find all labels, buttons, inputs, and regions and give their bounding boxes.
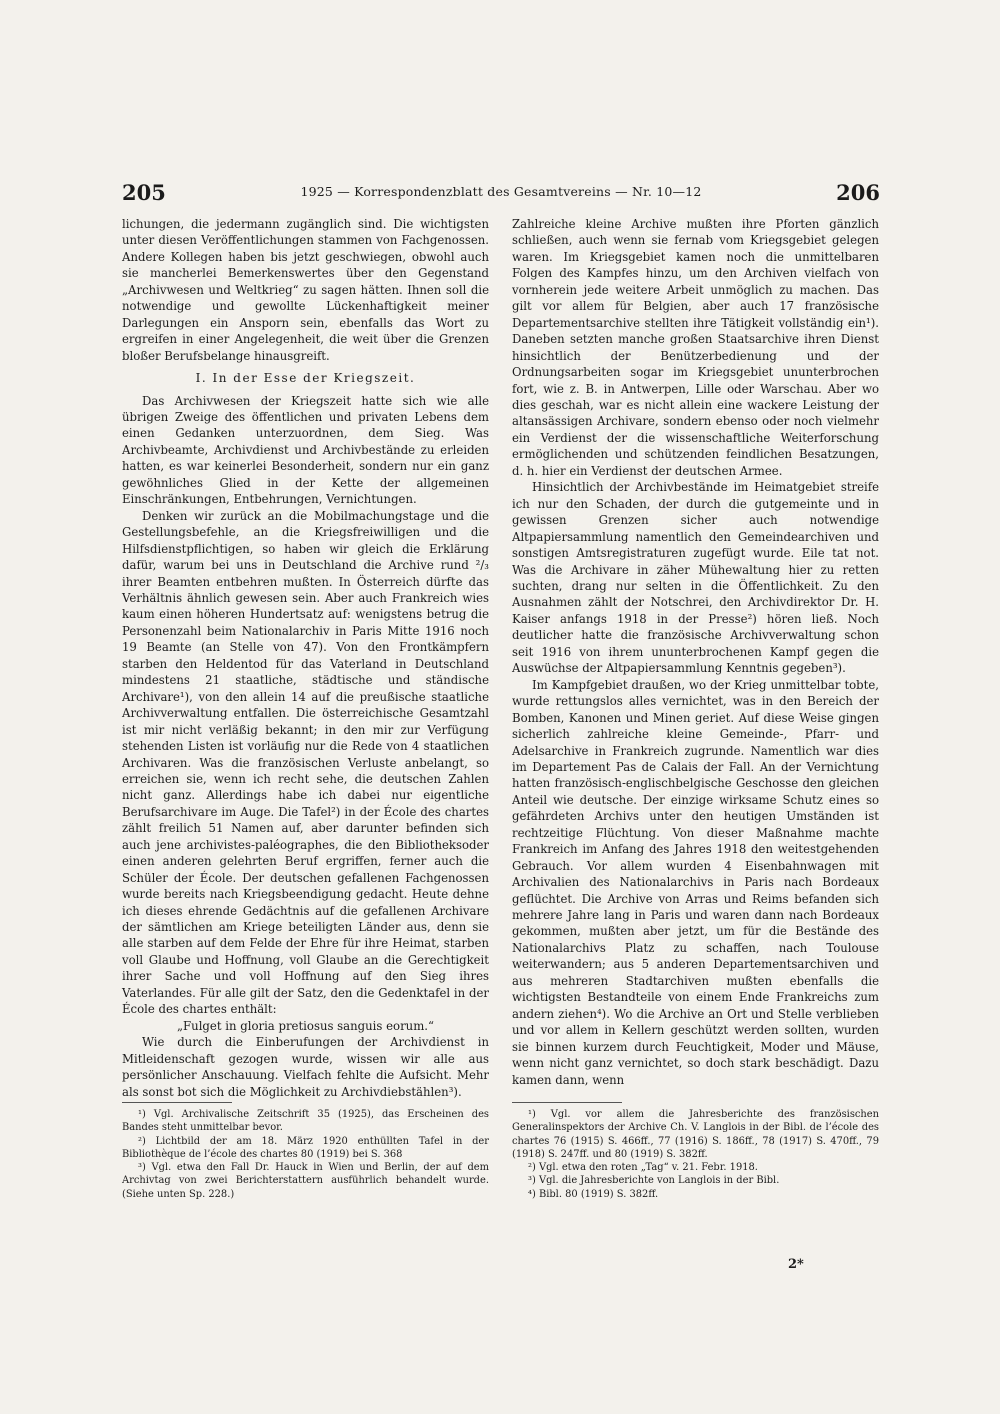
footnote: ³) Vgl. etwa den Fall Dr. Hauck in Wien und Berlin, der auf dem Archivtag von zwei Berichterstattern ausführlich behandelt wurde. (Siehe unten Sp. 228.)	[122, 1162, 489, 1200]
paragraph: Im Kampfgebiet draußen, wo der Krieg unmittelbar tobte, wurde rettungslos alles vernichtet, was in den Bereich der Bomben, Kanonen und Minen geriet. Auf diese Weise gingen sicherlich zahlreiche kleine Gemeinde-, Pfarr- und Adelsarchive in Frankreich zugrunde. Namentlich war dies im Departement Pas de Calais der Fall. An der Vernichtung hatten französisch-englischbelgische Geschosse den gleichen Anteil wie deutsche. Der einzige wirksame Schutz eines so gefährdeten Archivs unter den heutigen Umständen ist rechtzeitige Flüchtung. Von dieser Maßnahme machte Frankreich im Anfang des Jahres 1918 den weitestgehenden Gebrauch. Vor allem wurden 4 Eisenbahnwagen mit Archivalien des Nationalarchivs in Paris nach Bordeaux geflüchtet. Die Archive von Arras und Reims befanden sich mehrere Jahre lang in Paris und waren dann nach Bordeaux gekommen, mußten aber jetzt, um für die Bestände des Nationalarchivs Platz zu schaffen, nach Toulouse weiterwandern; aus 5 anderen Departementsarchiven und aus mehreren Stadtarchiven mußten ebenfalls die wichtigsten Bestandteile von einem Ende Frankreichs zum andern ziehen⁴). Wo die Archive an Ort und Stelle verblieben und vor allem in Kellern geschützt werden sollten, wurden sie binnen kurzem durch Feuchtigkeit, Moder und Mäuse, wenn nicht ganz vernichtet, so doch stark beschädigt. Dazu kamen dann, wenn	[512, 677, 879, 1087]
footnote: ¹) Vgl. vor allem die Jahresberichte des französischen Generalinspektors der Archive Ch. V. Langlois in der Bibl. de l’école des chartes 76 (1915) S. 466ff., 77 (1916) S. 186ff., 78 (1917) S. 470ff., 79 (1918) S. 247ff. und 80 (1919) S. 382ff.	[512, 1109, 879, 1160]
footnote: ²) Lichtbild der am 18. März 1920 enthüllten Tafel in der Bibliothèque de l’école des chartes 80 (1919) bei S. 368	[122, 1135, 489, 1160]
running-title: 1925 — Korrespondenzblatt des Gesamtvereins — Nr. 10—12	[300, 184, 702, 199]
right-column	[512, 216, 879, 1088]
paragraph: Zahlreiche kleine Archive mußten ihre Pforten gänzlich schließen, auch wenn sie fernab vom Kriegsgebiet gelegen waren. Im Kriegsgebiet kamen noch die unmittelbaren Folgen des Kampfes hinzu, um den Archiven vielfach von vornherein jede weitere Arbeit unmöglich zu machen. Das gilt vor allem für Belgien, aber auch 17 französische Departementsarchive stellten ihre Tätigkeit vollständig ein¹). Daneben setzten manche großen Staatsarchive ihren Dienst hinsichtlich der Benützerbedienung und der Ordnungsarbeiten sogar im Kriegsgebiet ununterbrochen fort, wie z. B. in Antwerpen, Lille oder Warschau. Aber wo dies geschah, war es nicht allein eine wackere Leistung der altansässigen Archivare, sondern ebenso oder noch vielmehr ein Verdienst der die wissenschaftliche Weiterforschung ermöglichenden und schützenden feindlichen Besatzungen, d. h. hier ein Verdienst der deutschen Armee.	[512, 217, 879, 478]
footnote-rule-right	[512, 1102, 622, 1103]
page-header	[122, 180, 880, 210]
right-footnotes	[512, 1108, 879, 1201]
page-number-left: 205	[122, 180, 166, 205]
footnote: ⁴) Bibl. 80 (1919) S. 382ff.	[528, 1188, 659, 1200]
page-number-right: 206	[836, 180, 880, 205]
footnote-rule-left	[122, 1102, 232, 1103]
left-footnotes	[122, 1108, 489, 1201]
signature-mark: 2*	[788, 1257, 804, 1272]
footnote: ¹) Vgl. Archivalische Zeitschrift 35 (1925), das Erscheinen des Bandes steht unmittelbar bevor.	[122, 1109, 489, 1134]
latin-quote: „Fulget in gloria pretiosus sanguis eorum.“	[177, 1018, 434, 1033]
section-heading: I. In der Esse der Kriegszeit.	[195, 371, 416, 386]
paragraph: lichungen, die jedermann zugänglich sind. Die wichtigsten unter diesen Veröffentlichungen stammen von Fachgenossen. Andere Kollegen haben bis jetzt geschwiegen, obwohl auch sie mancherlei Bemerkenswertes über den Gegenstand „Archivwesen und Weltkrieg“ zu sagen hätten. Ihnen soll die notwendige und gewollte Lückenhaftigkeit meiner Darlegungen ein Ansporn sein, ebenfalls das Wort zu ergreifen in einer Angelegenheit, die weit über die Grenzen bloßer Berufsbelange hinausgreift.	[122, 217, 489, 363]
left-column	[122, 216, 489, 1100]
footnote: ³) Vgl. die Jahresberichte von Langlois in der Bibl.	[528, 1175, 780, 1187]
paragraph: Denken wir zurück an die Mobilmachungstage und die Gestellungsbefehle, an die Kriegsfreiwilligen und die Hilfsdienstpflichtigen, so haben wir gleich die Erklärung dafür, warum bei uns in Deutschland die Archive rund ²/₃ ihrer Beamten entbehren mußten. In Österreich dürfte das Verhältnis ähnlich gewesen sein. Aber auch Frankreich wies kaum einen höheren Hundertsatz auf: wenigstens betrug die Personenzahl beim Nationalarchiv in Paris Mitte 1916 noch 19 Beamte (an Stelle von 47). Von den Frontkämpfern starben den Heldentod für das Vaterland in Deutschland mindestens 21 staatliche, städtische und ständische Archivare¹), von den allein 14 auf die preußische staatliche Archivverwaltung entfallen. Die österreichische Gesamtzahl ist mir nicht verläßig bekannt; in den mir zur Verfügung stehenden Listen ist vorläufig nur die Rede von 4 staatlichen Archivaren. Was die französischen Verluste anbelangt, so erreichen sie, wenn ich recht sehe, die deutschen Zahlen nicht ganz. Allerdings habe ich dabei nur eigentliche Berufsarchivare im Auge. Die Tafel²) in der École des chartes zählt freilich 51 Namen auf, aber darunter befinden sich auch jene archivistes-paléographes, die den Bibliotheksoder einen anderen gelehrten Beruf ergriffen, ferner auch die Schüler der École. Der deutschen gefallenen Fachgenossen wurde bereits nach Kriegsbeendigung gedacht. Heute dehne ich dieses ehrende Gedächtnis auf die gefallenen Archivare der sämtlichen am Kriege beteiligten Länder aus, denn sie alle starben auf dem Felde der Ehre für ihre Heimat, starben voll Glaube und Hoffnung, voll Glaube an die Gerechtigkeit ihrer Sache und voll Hoffnung auf den Sieg ihres Vaterlandes. Für alle gilt der Satz, den die Gedenktafel in der École des chartes enthält:	[122, 508, 489, 1017]
paragraph: Wie durch die Einberufungen der Archivdienst in Mitleidenschaft gezogen wurde, wissen wir alle aus persönlicher Anschauung. Vielfach fehlte die Aufsicht. Mehr als sonst bot sich die Möglichkeit zu Archivdiebstählen³).	[122, 1035, 489, 1099]
footnote: ²) Vgl. etwa den roten „Tag“ v. 21. Febr. 1918.	[528, 1162, 758, 1174]
paragraph: Das Archivwesen der Kriegszeit hatte sich wie alle übrigen Zweige des öffentlichen und privaten Lebens dem einen Gedanken unterzuordnen, dem Sieg. Was Archivbeamte, Archivdienst und Archivbestände zu erleiden hatten, es war keinerlei Besonderheit, sondern nur ein ganz gewöhnliches Glied in der Kette der allgemeinen Einschränkungen, Entbehrungen, Vernichtungen.	[122, 393, 489, 507]
paragraph: Hinsichtlich der Archivbestände im Heimatgebiet streife ich nur den Schaden, der durch die gutgemeinte und in gewissen Grenzen sicher auch notwendige Altpapiersammlung namentlich den Gemeindearchiven und sonstigen Amtsregistraturen zugefügt wurde. Eile tat not. Was die Archivare in zäher Mühewaltung hier zu retten suchten, drang nur selten in die Öffentlichkeit. Zu den Ausnahmen zählt der Notschrei, den Archivdirektor Dr. H. Kaiser anfangs 1918 in der Presse²) hören ließ. Noch deutlicher hatte die französische Archivverwaltung schon seit 1916 von ihrem ununterbrochenen Kampf gegen die Auswüchse der Altpapiersammlung Kenntnis gegeben³).	[512, 480, 879, 676]
